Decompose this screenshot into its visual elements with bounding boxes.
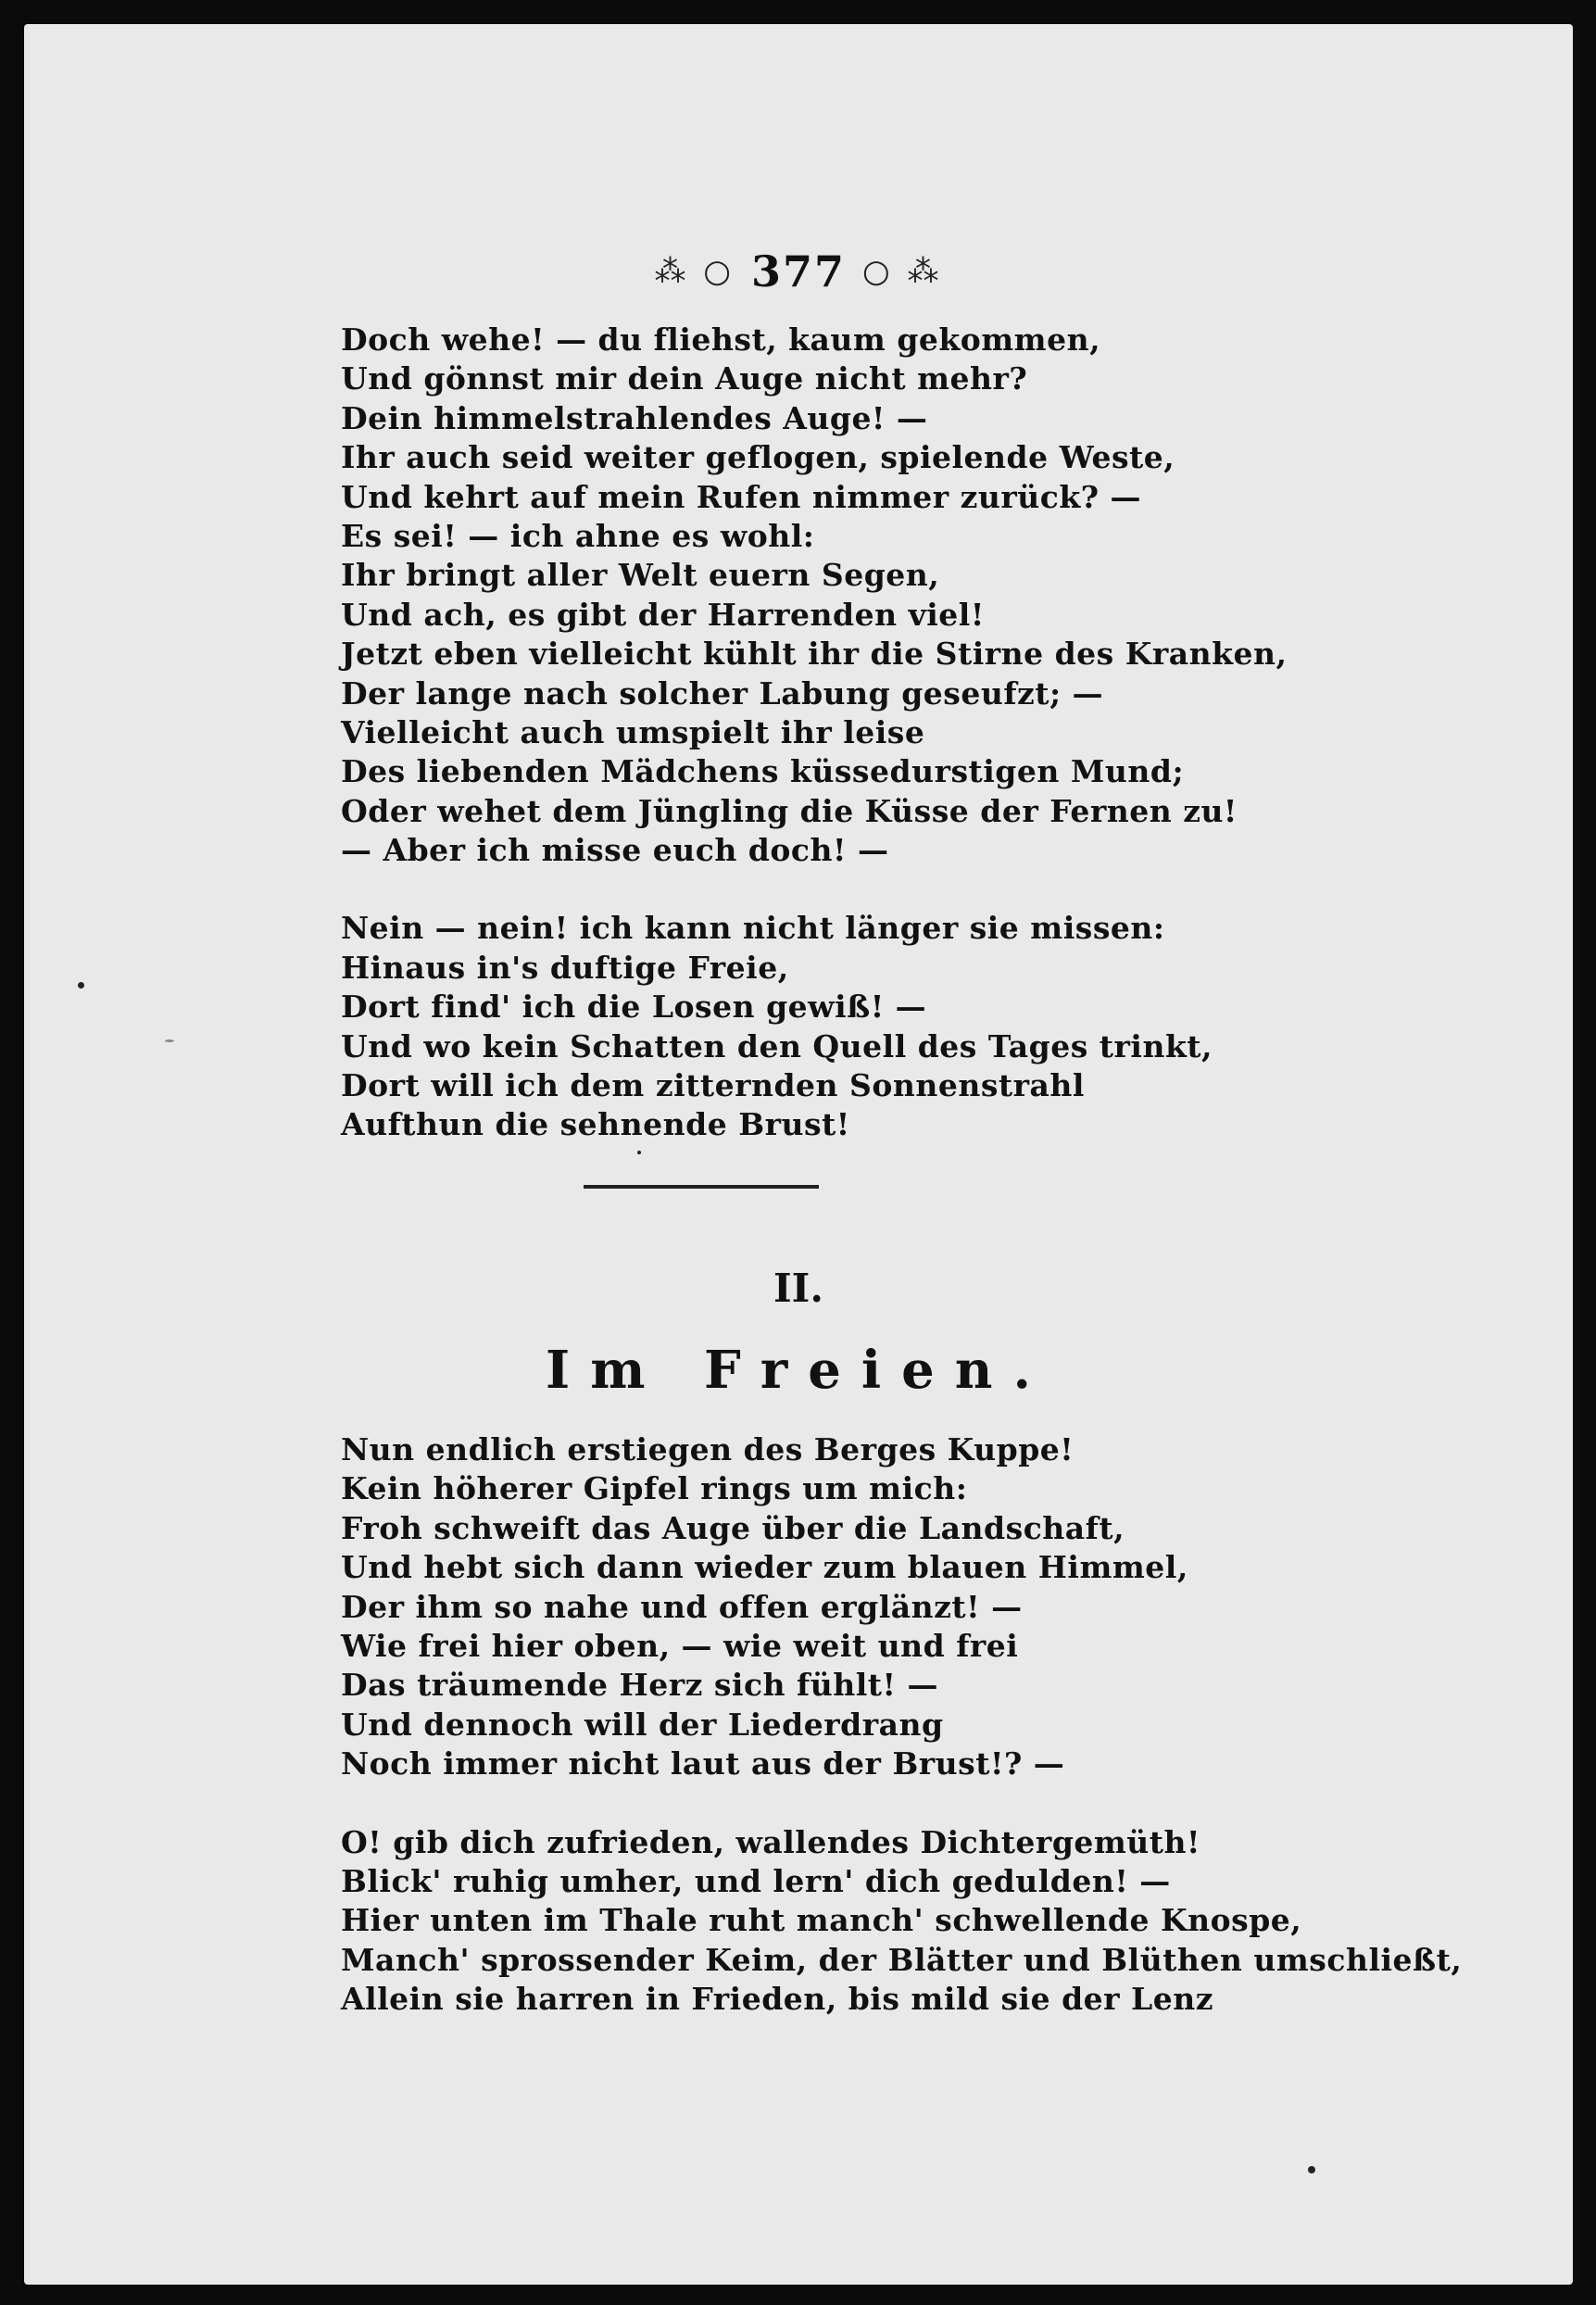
verse-line: Allein sie harren in Frieden, bis mild sie der Lenz	[341, 1981, 1213, 2018]
stanza	[341, 1823, 1462, 2020]
stanza	[341, 1430, 1462, 1784]
poem-continuation	[341, 321, 1288, 1145]
verse-line: Aufthun die sehnende Brust!	[341, 1106, 850, 1143]
stanza-gap	[341, 870, 1288, 909]
verse-line: Und kehrt auf mein Rufen nimmer zurück? —	[341, 478, 1142, 515]
verse-line: Der ihm so nahe und offen erglänzt! —	[341, 1588, 1023, 1625]
verse-line: Nein — nein! ich kann nicht länger sie missen:	[341, 910, 1165, 947]
ink-speck	[1308, 2166, 1315, 2173]
ink-speck	[78, 982, 84, 989]
verse-line: Doch wehe! — du fliehst, kaum gekommen,	[341, 321, 1101, 358]
verse-line: Hier unten im Thale ruht manch' schwellende Knospe,	[341, 1902, 1302, 1939]
ornament-left-icon: ⁂ ○	[654, 253, 735, 290]
verse-line: Jetzt eben vielleicht kühlt ihr die Stirne des Kranken,	[341, 636, 1288, 673]
stanza-gap	[341, 1784, 1462, 1823]
verse-line: Noch immer nicht laut aus der Brust!? —	[341, 1745, 1065, 1782]
verse-line: Ihr auch seid weiter geflogen, spielende Weste,	[341, 439, 1175, 476]
poem-title: Im Freien.	[546, 1340, 1051, 1401]
page-number: 377	[750, 246, 847, 296]
verse-line: Dein himmelstrahlendes Auge! —	[341, 399, 928, 436]
verse-line: Vielleicht auch umspielt ihr leise	[341, 713, 925, 750]
verse-line: Froh schweift das Auge über die Landschaft,	[341, 1509, 1125, 1546]
stanza	[341, 909, 1288, 1144]
verse-line: Ihr bringt aller Welt euern Segen,	[341, 557, 940, 594]
ink-speck	[165, 1039, 174, 1042]
verse-line: Manch' sprossender Keim, der Blätter und Blüthen umschließt,	[341, 1941, 1463, 1978]
verse-line: Der lange nach solcher Labung geseufzt; —	[341, 674, 1104, 712]
verse-line: Und dennoch will der Liederdrang	[341, 1706, 944, 1743]
verse-line: Das träumende Herz sich fühlt! —	[341, 1667, 938, 1704]
section-number: II.	[773, 1266, 823, 1311]
verse-line: Es sei! — ich ahne es wohl:	[341, 517, 815, 554]
section-divider	[584, 1185, 819, 1189]
verse-line: Wie frei hier oben, — wie weit und frei	[341, 1627, 1019, 1664]
verse-line: — Aber ich misse euch doch! —	[341, 832, 889, 869]
poem-body	[341, 1430, 1462, 2019]
verse-line: Nun endlich erstiegen des Berges Kuppe!	[341, 1431, 1074, 1467]
page-header	[24, 239, 1573, 304]
verse-line: Des liebenden Mädchens küssedurstigen Mund;	[341, 753, 1185, 790]
verse-line: Dort find' ich die Losen gewiß! —	[341, 989, 927, 1026]
verse-line: Und wo kein Schatten den Quell des Tages trinkt,	[341, 1027, 1213, 1064]
verse-line: Und hebt sich dann wieder zum blauen Himmel,	[341, 1549, 1188, 1586]
verse-line: Und ach, es gibt der Harrenden viel!	[341, 596, 985, 633]
verse-line: O! gib dich zufrieden, wallendes Dichtergemüth!	[341, 1823, 1201, 1860]
stanza	[341, 321, 1288, 870]
verse-line: Und gönnst mir dein Auge nicht mehr?	[341, 360, 1028, 397]
ornament-right-icon: ○ ⁂	[862, 253, 943, 290]
verse-line: Dort will ich dem zitternden Sonnenstrahl	[341, 1067, 1085, 1104]
ink-speck	[637, 1151, 641, 1154]
book-page	[24, 24, 1573, 2285]
verse-line: Blick' ruhig umher, und lern' dich gedulden! —	[341, 1862, 1171, 1899]
verse-line: Oder wehet dem Jüngling die Küsse der Fernen zu!	[341, 792, 1238, 829]
verse-line: Hinaus in's duftige Freie,	[341, 949, 789, 986]
verse-line: Kein höherer Gipfel rings um mich:	[341, 1470, 968, 1507]
